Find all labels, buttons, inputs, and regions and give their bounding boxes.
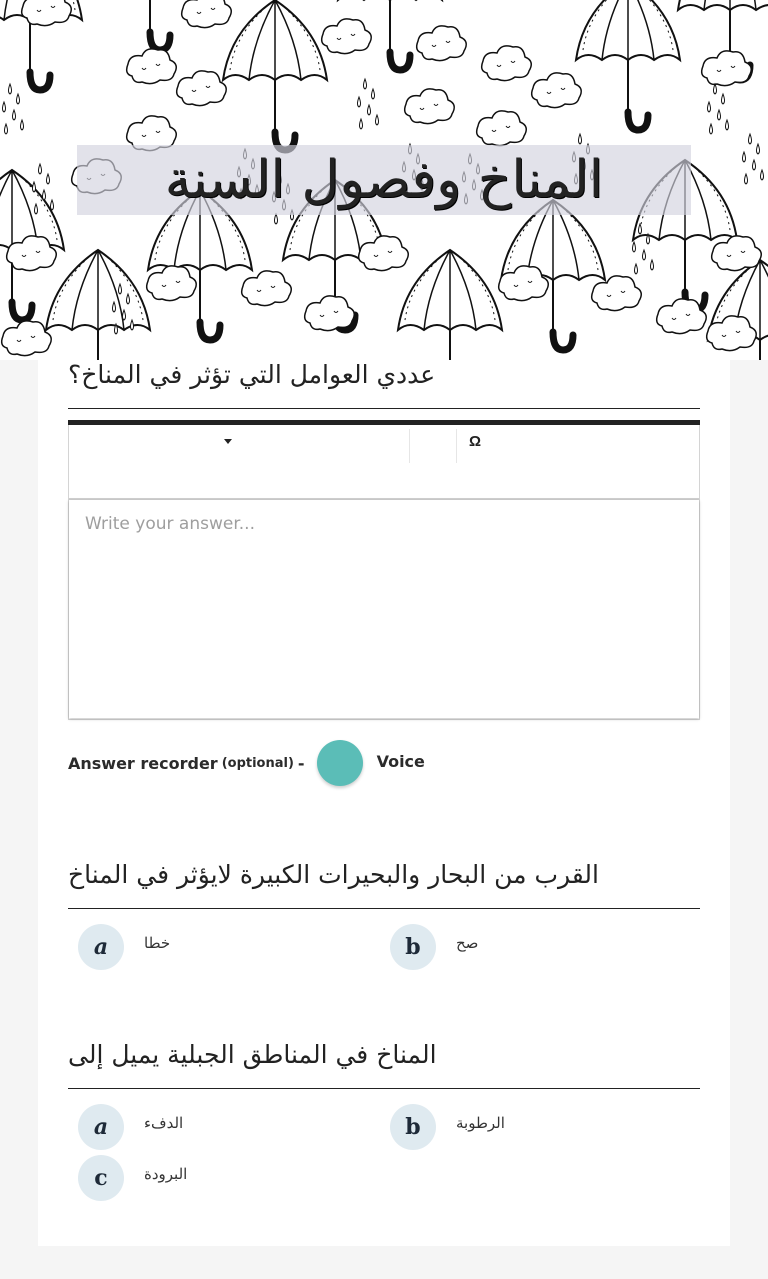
title-overlay xyxy=(77,145,691,215)
caret-down-icon xyxy=(224,439,232,444)
option-letter-badge: b xyxy=(390,924,436,970)
toolbar-separator xyxy=(456,429,457,463)
question-3-option-b[interactable] xyxy=(390,1104,505,1150)
option-text: الدفء xyxy=(144,1114,184,1132)
answer-textarea[interactable] xyxy=(69,500,699,718)
option-letter-badge: a xyxy=(78,1104,124,1150)
editor-body xyxy=(69,500,699,718)
question-2-option-b[interactable] xyxy=(390,924,478,970)
special-character-button[interactable]: Ω xyxy=(469,433,482,450)
option-text: الرطوبة xyxy=(456,1114,505,1132)
option-letter-badge: c xyxy=(78,1155,124,1201)
voice-label: Voice xyxy=(376,751,425,771)
question-2-option-a[interactable] xyxy=(78,924,170,970)
recorder-dash: - xyxy=(297,753,305,773)
editor-toolbar xyxy=(69,425,699,500)
record-voice-button[interactable] xyxy=(317,740,363,786)
header-banner xyxy=(0,0,768,360)
question-2-title: القرب من البحار والبحيرات الكبيرة لايؤثر في المناخ xyxy=(68,860,599,889)
answer-editor xyxy=(68,420,700,720)
question-3-title: المناخ في المناطق الجبلية يميل إلى xyxy=(68,1040,437,1069)
page-title: المناخ وفصول السنة xyxy=(164,150,604,210)
question-3-option-c[interactable] xyxy=(78,1155,187,1201)
worksheet-card xyxy=(38,360,730,1246)
option-letter-badge: a xyxy=(78,924,124,970)
question-3-divider xyxy=(68,1088,700,1089)
option-text: خطا xyxy=(144,934,171,952)
question-2-divider xyxy=(68,908,700,909)
recorder-label: Answer recorder xyxy=(68,753,218,773)
recorder-optional-label: (optional) xyxy=(221,755,294,771)
answer-recorder xyxy=(68,740,425,786)
question-1-title: عددي العوامل التي تؤثر في المناخ؟ xyxy=(68,360,436,389)
format-dropdown[interactable] xyxy=(69,425,409,459)
toolbar-button-empty[interactable] xyxy=(410,429,456,463)
option-text: صح xyxy=(456,934,479,952)
option-letter-badge: b xyxy=(390,1104,436,1150)
option-text: البرودة xyxy=(144,1165,188,1183)
question-3-option-a[interactable] xyxy=(78,1104,183,1150)
question-1-divider xyxy=(68,408,700,409)
